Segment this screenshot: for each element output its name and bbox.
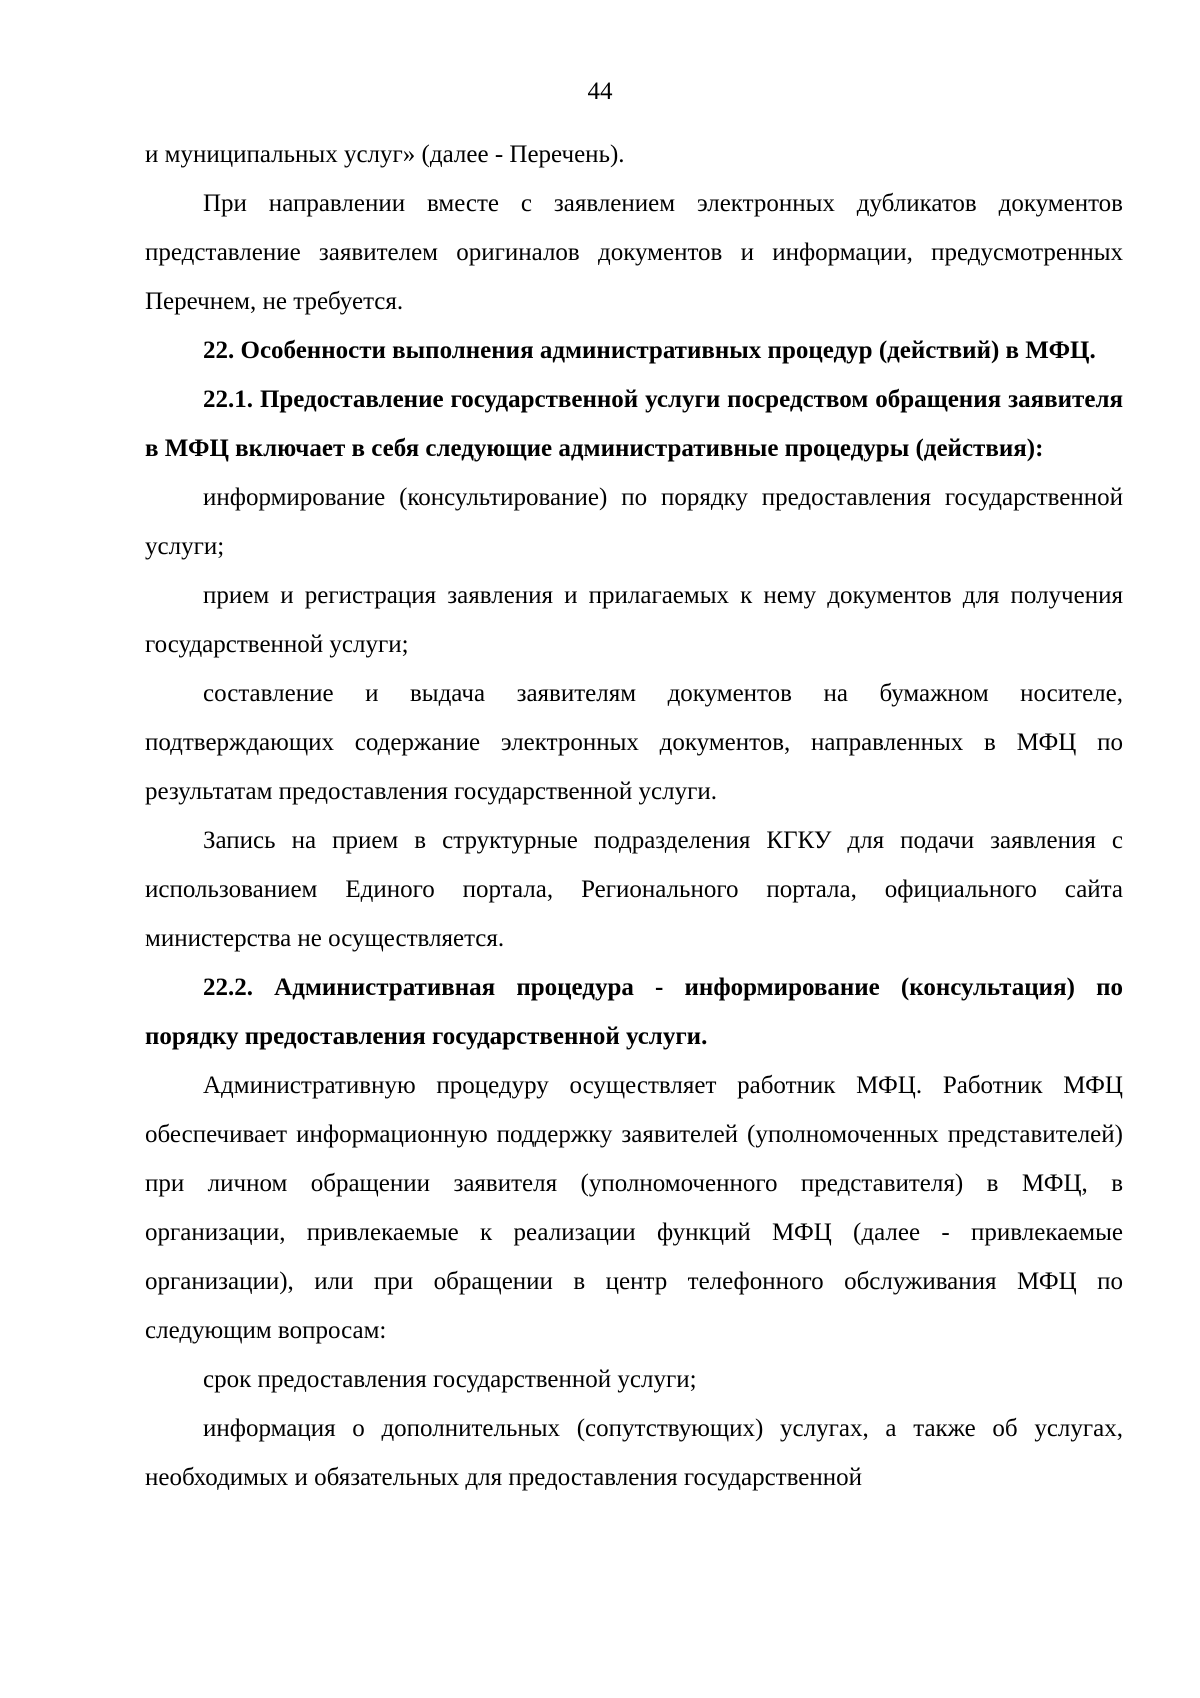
section-heading-22: 22. Особенности выполнения административных процедур (действий) в МФЦ.	[203, 337, 1096, 364]
paragraph-electronic-duplicates: При направлении вместе с заявлением электронных дубликатов документов представление заявителем оригиналов документов и информации, предусмотренных Перечнем, не требуется.	[145, 190, 1123, 315]
list-item-additional-services: информация о дополнительных (сопутствующих) услугах, а также об услугах, необходимых и обязательных для предоставления государственной	[145, 1415, 1123, 1491]
list-item-term: срок предоставления государственной услуги;	[203, 1366, 697, 1393]
list-item-informing: информирование (консультирование) по порядку предоставления государственной услуги;	[145, 484, 1123, 560]
page-number: 44	[587, 78, 613, 105]
paragraph-appointment: Запись на прием в структурные подразделения КГКУ для подачи заявления с использованием Единого портала, Регионального портала, официального сайта министерства не осуществляется.	[145, 827, 1123, 952]
section-heading-22-1: 22.1. Предоставление государственной услуги посредством обращения заявителя в МФЦ включает в себя следующие административные процедуры (действия):	[145, 386, 1123, 462]
paragraph-procedure: Административную процедуру осуществляет работник МФЦ. Работник МФЦ обеспечивает информационную поддержку заявителей (уполномоченных представителей) при личном обращении заявителя (уполномоченного представителя) в МФЦ, в организации, привлекаемые к реализации функций МФЦ (далее - привлекаемые организации), или при обращении в центр телефонного обслуживания МФЦ по следующим вопросам:	[145, 1072, 1123, 1344]
section-heading-22-2: 22.2. Административная процедура - информирование (консультация) по порядку предоставления государственной услуги.	[145, 974, 1123, 1050]
paragraph-continuation: и муниципальных услуг» (далее - Перечень).	[145, 141, 625, 168]
list-item-reception: прием и регистрация заявления и прилагаемых к нему документов для получения государственной услуги;	[145, 582, 1123, 658]
list-item-issuance: составление и выдача заявителям документов на бумажном носителе, подтверждающих содержание электронных документов, направленных в МФЦ по результатам предоставления государственной услуги.	[145, 680, 1123, 805]
document-body	[145, 130, 1123, 1502]
